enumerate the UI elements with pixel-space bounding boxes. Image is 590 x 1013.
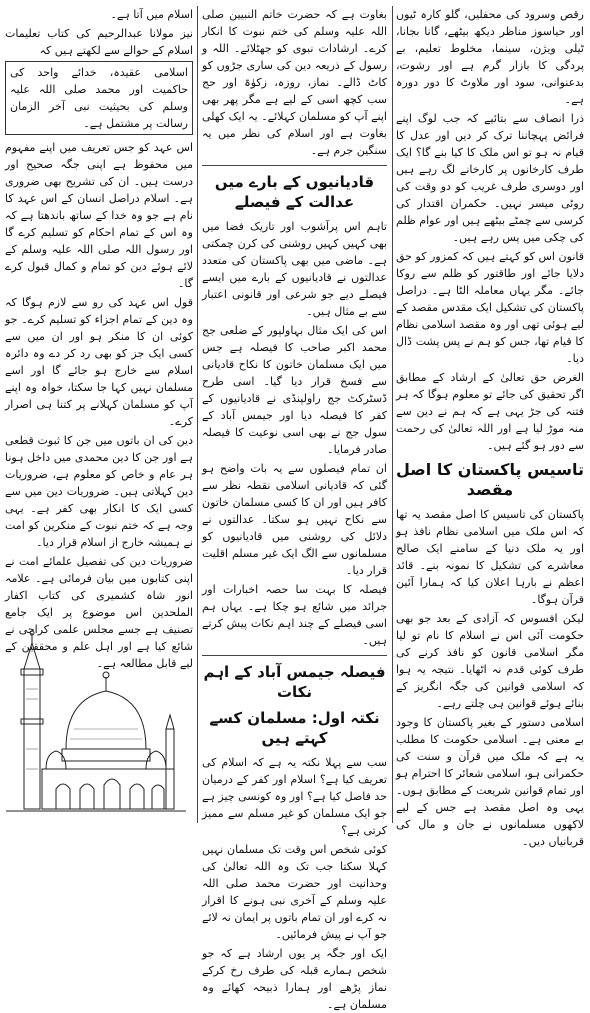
paragraph: کوئی شخص اس وقت تک مسلمان نہیں کہلا سکتا جب تک وہ اللہ تعالیٰ کی وحدانیت اور حضرت محمد صلی اللہ علیہ وسلم کے آخری نبی ہونے کا اقرار نہ کرے اور ان تمام باتوں پر ایمان نہ لائے جو آپ نے پیش فرمائیں۔ [202,843,387,941]
paragraph: ذرا انصاف سے بتائیے کہ جب لوگ اپنے فرائض پہچاننا ترک کر دیں اور عدل کا قیام نہ ہو تو اس ملک کا کیا بنے گا؟ ایک طرف کارخانوں پر کارخانے لگ رہے ہیں اور دوسری طرف غریب کو دو وقت کی روٹی میسر نہیں۔ حکمران اقتدار کی کرسی سے چمٹے بیٹھے ہیں اور عوام ظلم کی چکی میں پس رہے ہیں۔ [396,112,584,244]
right-column [396,6,584,848]
column-divider-right [392,6,393,823]
divider [202,655,387,656]
paragraph: فیصلہ کا بہت سا حصہ اخبارات اور جرائد میں شائع ہو چکا ہے۔ یہاں ہم اسی فیصلے کے چند اہم نکات پیش کرتے ہیں۔ [202,583,387,647]
section-heading-key-points: فیصلہ جیمس آباد کے اہم نکات [203,663,386,701]
paragraph: لیکن افسوس کہ آزادی کے بعد جو بھی حکومت آئی اس نے اسلام کا نام تو لیا مگر اسلامی قانون کو نافذ کرنے کی طرف کوئی قدم نہ اٹھایا۔ نتیجہ یہ ہوا کہ اسلامی قوانین کی جگہ انگریز کے بنائے ہوئے قوانین ہی چلتے رہے۔ [396,612,584,710]
subsection-heading-first-point: نکتہ اول: مسلمان کسے کہتے ہیں [209,709,380,747]
middle-column [202,6,387,1011]
paragraph: قانون اس کو کہتے ہیں کہ کمزور کو حق دلایا جائے اور طاقتور کو ظلم سے روکا جائے۔ مگر یہاں معاملہ الٹا ہے۔ دراصل پاکستان کی تشکیل ایک مقدس مقصد کے لیے ہوئی تھی اور وہ مقصد اسلامی نظام کا قیام تھا، جس کو ہم نے پس پشت ڈال دیا۔ [396,250,584,365]
mosque-illustration [6,629,186,819]
paragraph: اس کی ایک مثال بہاولپور کے ضلعی جج محمد اکبر صاحب کا فیصلہ ہے جس میں ایک مسلمان خاتون کا نکاح قادیانی سے فسخ قرار دیا گیا۔ اسی طرح ڈسٹرکٹ جج راولپنڈی نے قادیانیوں کے کفر کا فیصلہ دیا اور جیمس آباد کے سول جج نے بھی اسی نوعیت کا فیصلہ صادر فرمایا۔ [202,324,387,456]
paragraph: پاکستان کی تاسیس کا اصل مقصد یہ تھا کہ اس ملک میں اسلامی نظام نافذ ہو اور یہ ملک دنیا کے سامنے ایک صالح معاشرے کی تشکیل کا نمونہ بنے۔ قائد اعظم نے بارہا اعلان کیا کہ ہمارا آئین قرآن ہوگا۔ [396,508,584,606]
paragraph: ایک اور جگہ پر یوں ارشاد ہے کہ جو شخص ہمارے قبلہ کی طرف رخ کرکے نماز پڑھے اور ہمارا ذبیحہ کھائے وہ مسلمان ہے۔ [202,947,387,1011]
section-heading-court-decisions: قادیانیوں کے بارے میں عدالت کے فیصلے [214,173,375,211]
paragraph: اس عہد کو جس تعریف میں اپنے مفہوم میں محفوظ ہے اپنی جگہ صحیح اور درست ہیں۔ ان کی تشریح بھی ضروری ہے۔ اسلام دراصل انسان کے اس عہد کا نام ہے جو وہ خدا کے ساتھ باندھتا ہے کہ وہ اس کے تمام احکام کو تسلیم کرے گا اور رسول اللہ صلی اللہ علیہ وسلم کے لائے ہوئے دین کو تمام و کمال قبول کرے گا۔ [5,141,193,290]
paragraph: ان تمام فیصلوں سے یہ بات واضح ہو گئی کہ قادیانی اسلامی نقطہ نظر سے کافر ہیں اور ان کا کسی مسلمان خاتون سے نکاح نہیں ہو سکتا۔ عدالتوں نے دلائل کی روشنی میں قادیانیوں کو مسلمانوں سے الگ ایک غیر مسلم اقلیت قرار دیا۔ [202,462,387,577]
paragraph: بغاوت ہے کہ حضرت خاتم النبیین صلی اللہ علیہ وسلم کی ختم نبوت کا انکار کرے۔ ارشادات نبوی کو جھٹلائے۔ اللہ و رسول کے ذریعہ دین کی ساری جڑوں کو کاٹ ڈالے۔ نماز، روزہ، زکوٰۃ اور حج سب کچھ اسی کے لیے ہے مگر پھر بھی اپنے آپ کو مسلمان کہلائے۔ یہ ایک کھلی بغاوت ہے اور اسلام کی نظر میں یہ سنگین جرم ہے۔ [202,8,387,157]
paragraph: نیز مولانا عبدالرحیم کی کتاب تعلیمات اسلام کے حوالے سے لکھتے ہیں کہ [5,27,193,57]
paragraph: الغرض حق تعالیٰ کے ارشاد کے مطابق اگر تحقیق کی جائے تو معلوم ہوگا کہ ہر فتنہ کی جڑ یہی ہے کہ ہم نے دین سے منہ موڑ لیا ہے اور اللہ تعالیٰ کی رحمت سے دور ہو گئے ہیں۔ [396,371,584,452]
paragraph: رقص وسرود کی محفلیں، گلو کارہ ٹیوں اور حیاسوز مناظر دیکھ بیٹھے، گانا بجانا، ٹیلی ویژن، سینما، مخلوط تعلیم، بے پردگی کا بازار گرم ہے اور رشوت، بدعنوانی، سود اور ملاوٹ کا دور دورہ ہے۔ [396,8,584,106]
paragraph: ضروریات دین کی تفصیل علمائے امت نے اپنی کتابوں میں بیان فرمائی ہے۔ علامہ انور شاہ کشمیری کی کتاب اکفار الملحدین اس موضوع پر ایک جامع تصنیف ہے جسے مجلس علمی کراچی نے شائع کیا ہے اور اہل علم و محققین کے لیے قابل مطالعہ ہے۔ [5,555,193,670]
section-heading-pakistan-purpose: تاسیس پاکستان کا اصل مقصد [396,460,584,499]
paragraph: اسلام میں آتا ہے۔ [110,8,193,21]
paragraph: اسلامی دستور کے بغیر پاکستان کا وجود بے معنی ہے۔ اسلامی حکومت کا مطلب یہ ہے کہ ملک میں قرآن و سنت کی حکمرانی ہو، اسلامی شعائر کا احترام ہو اور تمام قوانین شریعت کے مطابق ہوں۔ یہی وہ اصل مقصد ہے جس کے لیے لاکھوں مسلمانوں نے جان و مال کی قربانیاں دیں۔ [396,716,584,848]
paragraph: سب سے پہلا نکتہ یہ ہے کہ اسلام کی تعریف کیا ہے؟ اسلام اور کفر کے درمیان حد فاصل کیا ہے؟ اور وہ کونسی چیز ہے جو ایک مسلمان کو غیر مسلم سے ممیز کرتی ہے؟ [202,756,387,837]
paragraph: تاہم اس پرآشوب اور تاریک فضا میں بھی کہیں کہیں روشنی کی کرن چمکتی ہے۔ ماضی میں بھی پاکستان کی متعدد عدالتوں نے قادیانیوں کے بارے میں ایسے فیصلے دیے جو شرعی اور قانونی اعتبار سے بے مثال ہیں۔ [202,220,387,318]
divider [202,165,387,166]
boxed-quote: اسلامی عقیدہ، خدائے واحد کی حاکمیت اور محمد صلی اللہ علیہ وسلم کی بحیثیت نبی آخر الزمان رسالت پر مشتمل ہے۔ [5,61,193,135]
column-divider-left [197,6,198,823]
paragraph: قول اس عہد کی رو سے لازم ہوگا کہ وہ دین کے تمام اجزاء کو تسلیم کرے۔ جو کوئی ان کا منکر ہو اور ان میں سے کسی ایک جز کو بھی رد کر دے وہ دائرہ اسلام سے خارج ہو جائے گا اور اسے مسلمان نہیں کہا جا سکتا، خواہ وہ اپنے آپ کو مسلمان کہلانے پر کتنا ہی اصرار کرے۔ [5,296,193,428]
paragraph: دین کی ان باتوں میں جن کا ثبوت قطعی ہے اور جن کا دین محمدی میں داخل ہونا ہر عام و خاص کو معلوم ہے، ضروریات دین کہلاتی ہیں۔ ضروریات دین میں سے کسی ایک کا انکار بھی کفر ہے۔ یہی وجہ ہے کہ ختم نبوت کے منکرین کو امت نے ہمیشہ خارج از اسلام قرار دیا۔ [5,434,193,549]
